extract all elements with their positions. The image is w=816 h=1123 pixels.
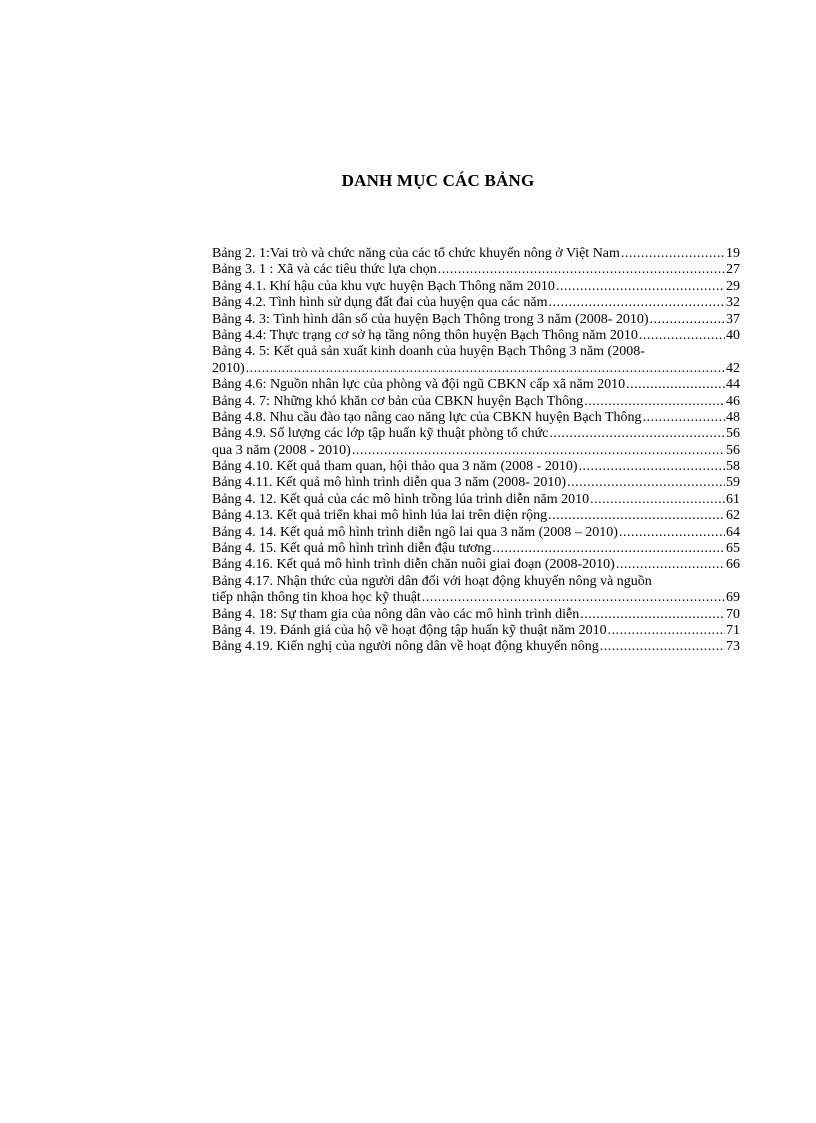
toc-entry-text: Bảng 4.4: Thực trạng cơ sở hạ tầng nông thôn huyện Bạch Thông năm 2010 bbox=[212, 327, 638, 343]
toc-entry[interactable] bbox=[212, 394, 740, 410]
toc-entry[interactable] bbox=[212, 295, 740, 311]
toc-entry[interactable] bbox=[212, 525, 740, 541]
toc-entry-text: Bảng 4. 12. Kết quả của các mô hình trồng lúa trình diễn năm 2010 bbox=[212, 491, 590, 507]
toc-entry[interactable] bbox=[212, 508, 740, 524]
toc-page-number: 70 bbox=[726, 606, 740, 622]
toc-entry-text: Bảng 4. 7: Những khó khăn cơ bản của CBKN huyện Bạch Thông bbox=[212, 393, 584, 409]
toc-entry-wrapped-line[interactable]: Bảng 4. 5: Kết quả sản xuất kinh doanh của huyện Bạch Thông 3 năm (2008- bbox=[212, 344, 645, 360]
toc-page-number: 56 bbox=[726, 426, 740, 442]
toc-leader bbox=[619, 525, 725, 541]
toc-entry-text: Bảng 4.16. Kết quả mô hình trình diễn chăn nuôi giai đoạn (2008-2010) bbox=[212, 557, 615, 573]
toc-leader bbox=[556, 279, 725, 295]
toc-entry[interactable] bbox=[212, 492, 740, 508]
toc-entry[interactable] bbox=[212, 361, 740, 377]
toc-leader bbox=[643, 410, 725, 426]
toc-entry[interactable] bbox=[212, 590, 740, 606]
toc-entry-text: Bảng 4.9. Số lượng các lớp tập huấn kỹ thuật phòng tổ chức bbox=[212, 426, 549, 442]
toc-page-number: 37 bbox=[726, 311, 740, 327]
toc-entry-text: Bảng 4.8. Nhu cầu đào tạo nâng cao năng lực của CBKN huyện Bạch Thông bbox=[212, 409, 642, 425]
toc-entry[interactable] bbox=[212, 623, 740, 639]
toc-page-number: 46 bbox=[726, 393, 740, 409]
toc-page-number: 69 bbox=[726, 590, 740, 606]
toc-leader bbox=[616, 557, 725, 573]
toc-page-number: 19 bbox=[726, 246, 740, 261]
toc-leader bbox=[639, 328, 725, 344]
toc-entry[interactable] bbox=[212, 639, 740, 655]
toc-entry[interactable] bbox=[212, 328, 740, 344]
toc-entry[interactable] bbox=[212, 410, 740, 426]
toc-entry-text: qua 3 năm (2008 - 2010) bbox=[212, 442, 351, 458]
toc-entry-text: Bảng 4.11. Kết quả mô hình trình diễn qua 3 năm (2008- 2010) bbox=[212, 475, 567, 491]
toc-entry-wrapped-line[interactable]: Bảng 4.17. Nhận thức của người dân đối với hoạt động khuyến nông và nguồn bbox=[212, 573, 652, 589]
toc-page-number: 61 bbox=[726, 491, 740, 507]
toc-leader bbox=[626, 377, 725, 393]
toc-page-number: 71 bbox=[726, 622, 740, 638]
toc-entry[interactable] bbox=[212, 312, 740, 328]
toc-entry-text: 2010) bbox=[212, 360, 245, 376]
toc-entry[interactable] bbox=[212, 459, 740, 475]
toc-entry-text: Bảng 4. 19. Đánh giá của hộ về hoạt động tập huấn kỹ thuật năm 2010 bbox=[212, 622, 607, 638]
toc-leader bbox=[580, 607, 725, 623]
toc-leader bbox=[600, 639, 725, 655]
toc-page-number: 32 bbox=[726, 295, 740, 311]
toc-leader bbox=[352, 443, 725, 459]
toc-page-number: 64 bbox=[726, 524, 740, 540]
toc-page-number: 44 bbox=[726, 377, 740, 393]
toc-entry[interactable] bbox=[212, 443, 740, 459]
toc-page-number: 66 bbox=[726, 557, 740, 573]
toc-entry-text: Bảng 4. 18: Sự tham gia của nông dân vào các mô hình trình diễn bbox=[212, 606, 580, 622]
toc-page-number: 42 bbox=[726, 360, 740, 376]
toc-leader bbox=[590, 492, 725, 508]
toc-page-number: 40 bbox=[726, 327, 740, 343]
toc-entry[interactable] bbox=[212, 541, 740, 557]
toc-page-number: 29 bbox=[726, 278, 740, 294]
toc-page-number: 62 bbox=[726, 508, 740, 524]
toc-page-number: 27 bbox=[726, 262, 740, 278]
toc-leader bbox=[422, 590, 725, 606]
toc-leader bbox=[584, 394, 725, 410]
toc-leader bbox=[608, 623, 725, 639]
toc-page-number: 48 bbox=[726, 409, 740, 425]
toc-entry[interactable] bbox=[212, 557, 740, 573]
toc-entry-text: Bảng 4. 14. Kết quả mô hình trình diễn ngô lai qua 3 năm (2008 – 2010) bbox=[212, 524, 618, 540]
toc-entry-text: Bảng 4.2. Tình hình sử dụng đất đai của huyện qua các năm bbox=[212, 295, 548, 311]
toc-leader bbox=[548, 295, 725, 311]
toc-entry-text: Bảng 3. 1 : Xã và các tiêu thức lựa chọn bbox=[212, 262, 437, 278]
toc-leader bbox=[650, 312, 725, 328]
toc-leader bbox=[578, 459, 725, 475]
toc-entry[interactable] bbox=[212, 246, 740, 262]
toc-entry-text: Bảng 4. 15. Kết quả mô hình trình diễn đậu tương bbox=[212, 541, 492, 557]
toc-entry[interactable] bbox=[212, 426, 740, 442]
toc-entry[interactable] bbox=[212, 279, 740, 295]
toc-entry-text: Bảng 4.1. Khí hậu của khu vực huyện Bạch Thông năm 2010 bbox=[212, 278, 555, 294]
toc-leader bbox=[492, 541, 725, 557]
toc-entry-text: Bảng 2. 1:Vai trò và chức năng của các tổ chức khuyến nông ở Việt Nam bbox=[212, 246, 620, 261]
toc-entry-text: Bảng 4.10. Kết quả tham quan, hội thảo qua 3 năm (2008 - 2010) bbox=[212, 459, 578, 475]
toc-leader bbox=[549, 426, 725, 442]
toc-page-number: 58 bbox=[726, 459, 740, 475]
toc-entry[interactable] bbox=[212, 475, 740, 491]
toc-page-number: 59 bbox=[726, 475, 740, 491]
toc-leader bbox=[567, 475, 725, 491]
toc-entry-text: Bảng 4. 3: Tình hình dân số của huyện Bạch Thông trong 3 năm (2008- 2010) bbox=[212, 311, 649, 327]
toc-page-number: 56 bbox=[726, 442, 740, 458]
toc-leader bbox=[621, 246, 725, 262]
toc-entry[interactable] bbox=[212, 607, 740, 623]
toc-leader bbox=[438, 262, 725, 278]
toc-entry-text: Bảng 4.13. Kết quả triển khai mô hình lúa lai trên diện rộng bbox=[212, 508, 548, 524]
toc-page-number: 65 bbox=[726, 541, 740, 557]
page-title: DANH MỤC CÁC BẢNG bbox=[341, 171, 535, 190]
toc-page-number: 73 bbox=[726, 639, 740, 655]
toc-leader bbox=[548, 508, 725, 524]
table-of-contents bbox=[212, 246, 740, 656]
toc-entry[interactable] bbox=[212, 377, 740, 393]
toc-leader bbox=[246, 361, 725, 377]
toc-entry-text: Bảng 4.19. Kiến nghị của người nông dân về hoạt động khuyến nông bbox=[212, 639, 599, 655]
toc-entry-text: Bảng 4.6: Nguồn nhân lực của phòng và đội ngũ CBKN cấp xã năm 2010 bbox=[212, 377, 626, 393]
toc-entry[interactable] bbox=[212, 262, 740, 278]
toc-entry-text: tiếp nhận thông tin khoa học kỹ thuật bbox=[212, 590, 421, 606]
